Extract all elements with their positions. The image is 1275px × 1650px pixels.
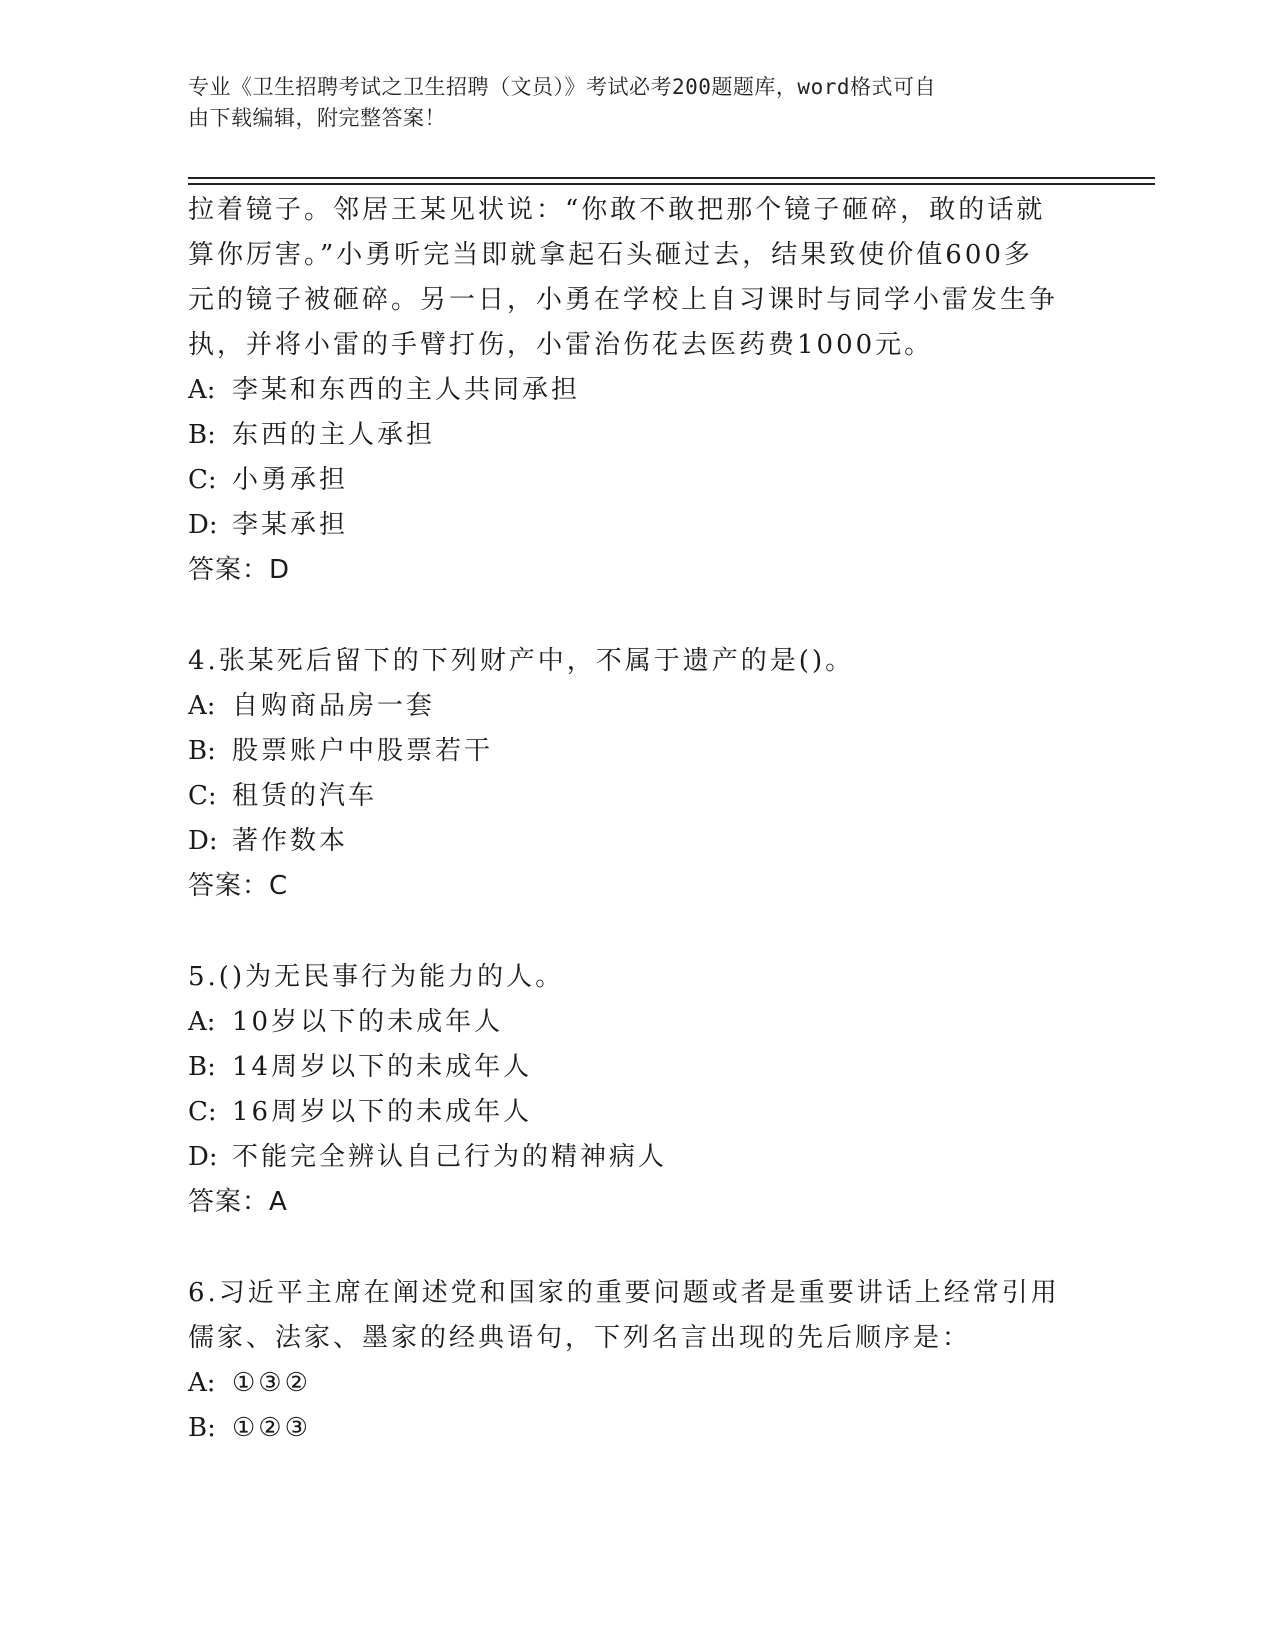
spacer bbox=[188, 909, 1068, 955]
header-title-line-1: 专业《卫生招聘考试之卫生招聘（文员）》考试必考200题题库，word格式可自 bbox=[188, 75, 936, 99]
option-label: C: bbox=[188, 1097, 217, 1127]
answer-line: 答案：D bbox=[188, 555, 291, 585]
option-d bbox=[188, 819, 1068, 864]
answer-line: 答案：C bbox=[188, 871, 289, 901]
option-text: 李某承担 bbox=[232, 510, 349, 540]
option-b bbox=[188, 729, 1068, 774]
option-label: D: bbox=[188, 826, 218, 856]
stem-line: 算你厉害。”小勇听完当即就拿起石头砸过去，结果致使价值600多 bbox=[188, 240, 1033, 270]
stem-line: 执，并将小雷的手臂打伤，小雷治伤花去医药费1000元。 bbox=[188, 330, 934, 360]
option-b bbox=[188, 413, 1068, 458]
option-text: 不能完全辨认自己行为的精神病人 bbox=[232, 1142, 668, 1172]
option-c bbox=[188, 458, 1068, 503]
option-text: 租赁的汽车 bbox=[232, 781, 378, 811]
option-a bbox=[188, 684, 1068, 729]
option-text: 著作数本 bbox=[232, 826, 349, 856]
option-a bbox=[188, 1361, 1068, 1406]
question-stem: 儒家、法家、墨家的经典语句，下列名言出现的先后顺序是： bbox=[188, 1323, 972, 1353]
question-5 bbox=[188, 955, 1068, 1225]
option-d bbox=[188, 1135, 1068, 1180]
option-c bbox=[188, 1090, 1068, 1135]
option-b bbox=[188, 1406, 1068, 1451]
option-label: C: bbox=[188, 465, 217, 495]
option-text: 自购商品房一套 bbox=[232, 691, 436, 721]
option-label: C: bbox=[188, 781, 217, 811]
question-4 bbox=[188, 639, 1068, 909]
option-a bbox=[188, 1000, 1068, 1045]
spacer bbox=[188, 593, 1068, 639]
option-text: 小勇承担 bbox=[232, 465, 349, 495]
option-label: D: bbox=[188, 1142, 218, 1172]
question-content bbox=[188, 188, 1068, 1451]
stem-line: 元的镜子被砸碎。另一日，小勇在学校上自习课时与同学小雷发生争 bbox=[188, 285, 1059, 315]
spacer bbox=[188, 1225, 1068, 1271]
option-d bbox=[188, 503, 1068, 548]
question-stem: 4.张某死后留下的下列财产中，不属于遗产的是()。 bbox=[188, 646, 855, 676]
option-label: A: bbox=[188, 1368, 216, 1398]
option-text: 14周岁以下的未成年人 bbox=[232, 1052, 533, 1082]
option-a bbox=[188, 368, 1068, 413]
option-text: 10岁以下的未成年人 bbox=[232, 1007, 504, 1037]
option-label: A: bbox=[188, 691, 216, 721]
option-c bbox=[188, 774, 1068, 819]
option-text: 李某和东西的主人共同承担 bbox=[232, 375, 581, 405]
question-6 bbox=[188, 1271, 1068, 1451]
question-stem: 5.()为无民事行为能力的人。 bbox=[188, 962, 565, 992]
option-label: B: bbox=[188, 1413, 216, 1443]
option-text: 股票账户中股票若干 bbox=[232, 736, 494, 766]
option-label: D: bbox=[188, 510, 218, 540]
option-label: B: bbox=[188, 420, 216, 450]
option-text: ①②③ bbox=[232, 1413, 311, 1443]
header-divider-top bbox=[188, 177, 1155, 179]
document-header bbox=[188, 72, 1068, 134]
header-title-line-2: 由下载编辑，附完整答案！ bbox=[188, 106, 446, 130]
option-b bbox=[188, 1045, 1068, 1090]
option-label: A: bbox=[188, 1007, 216, 1037]
question-stem: 6.习近平主席在阐述党和国家的重要问题或者是重要讲话上经常引用 bbox=[188, 1278, 1060, 1308]
option-text: 东西的主人承担 bbox=[232, 420, 436, 450]
option-label: A: bbox=[188, 375, 216, 405]
question-3-continuation bbox=[188, 188, 1068, 593]
header-divider-bottom bbox=[188, 183, 1155, 185]
option-text: 16周岁以下的未成年人 bbox=[232, 1097, 533, 1127]
option-text: ①③② bbox=[232, 1368, 311, 1398]
answer-line: 答案：A bbox=[188, 1187, 288, 1217]
option-label: B: bbox=[188, 1052, 216, 1082]
option-label: B: bbox=[188, 736, 216, 766]
stem-line: 拉着镜子。邻居王某见状说：“你敢不敢把那个镜子砸碎，敢的话就 bbox=[188, 195, 1046, 225]
